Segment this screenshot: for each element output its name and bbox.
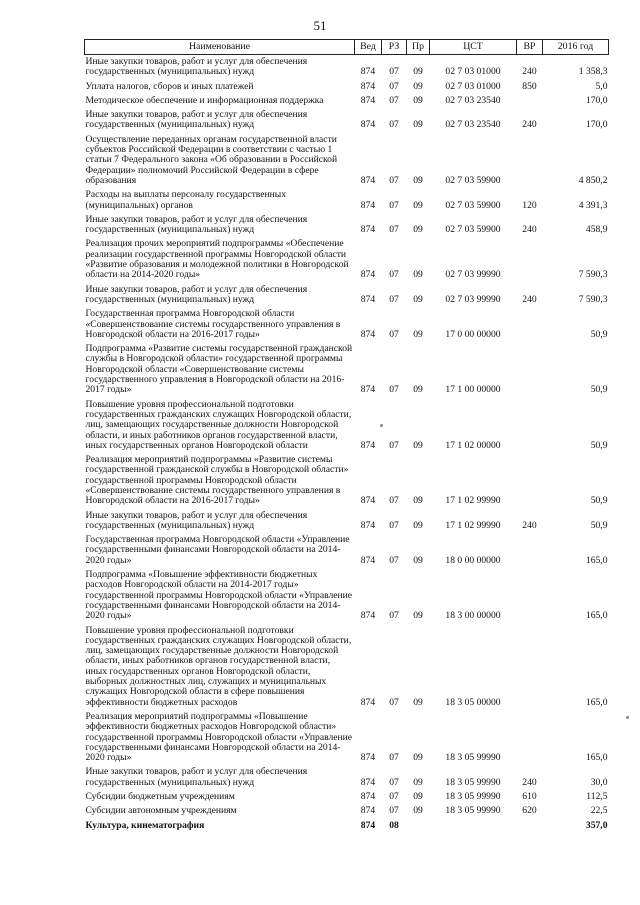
cell-cst: 18 3 05 99990 (445, 805, 501, 817)
header-pr: Пр (407, 40, 430, 55)
table-header-row (85, 40, 609, 55)
cell-pr: 09 (413, 174, 423, 186)
cell-rz: 07 (389, 791, 399, 802)
cell-name: Подпрограмма «Развитие системы государственной гражданской службы в Новгородской области» государственной программы Новгородской области «Совершенствование системы государственного управления в Новгородской области на 2016-2017 годы» (85, 343, 353, 396)
cell-cst: 02 7 03 23540 (445, 94, 501, 106)
table-row (85, 710, 609, 765)
cell-amount: 165,0 (585, 752, 608, 764)
table-row (85, 819, 609, 833)
cell-ved: 874 (360, 819, 376, 831)
cell-amount: 50,9 (590, 328, 608, 340)
cell-amount: 30,0 (590, 776, 608, 788)
budget-table (84, 39, 609, 833)
cell-ved: 874 (360, 554, 376, 566)
cell-ved: 874 (360, 269, 376, 281)
cell-ved: 874 (360, 328, 376, 340)
cell-ved: 874 (360, 80, 376, 92)
table-row (85, 398, 609, 453)
cell-ved: 874 (360, 119, 376, 131)
cell-name: Подпрограмма «Повышение эффективности бюджетных расходов Новгородской области на 2014-2017 годы» государственной программы Новгородской области «Управление государственными финансами Новгородской области на 2014-2020 годы» (85, 569, 353, 622)
table-body (85, 55, 609, 833)
cell-amount: 4 391,3 (578, 199, 608, 211)
cell-pr: 09 (413, 269, 423, 281)
scan-speck (626, 716, 629, 719)
cell-name: Реализация мероприятий подпрограммы «Повышение эффективности бюджетных расходов Новгородской области» государственной программы Новгородской области «Управление государственными финансами Новгородской области на 2014-2020 годы» (85, 710, 353, 764)
cell-name: Субсидии бюджетным учреждениям (85, 791, 235, 802)
table-row (85, 307, 609, 342)
cell-name: Реализация мероприятий подпрограммы «Развитие системы государственной гражданской службы в Новгородской области» государственной программы Новгородской области «Совершенствование системы государственного управления в Новгородской области на 2016-2017 годы» (85, 454, 349, 507)
cell-vr: 240 (522, 224, 537, 236)
cell-name: Иные закупки товаров, работ и услуг для обеспечения государственных (муниципальных) нужд (85, 56, 308, 78)
cell-pr: 09 (413, 805, 423, 817)
cell-name: Уплата налогов, сборов и иных платежей (85, 80, 254, 92)
cell-amount: 50,9 (590, 495, 608, 507)
cell-name: Повышение уровня профессиональной подготовки государственных гражданских служащих Новгородской области, лиц, замещающих государственные должности Новгородской области, и иных работников органов государственной власти, иных государственных органов Новгородской области (85, 398, 352, 451)
cell-pr: 09 (413, 66, 423, 78)
cell-rz: 07 (389, 80, 399, 92)
table-row (85, 283, 609, 308)
header-cst: ЦСТ (430, 40, 517, 55)
cell-pr: 09 (413, 696, 423, 708)
cell-name: Иные закупки товаров, работ и услуг для обеспечения государственных (муниципальных) нужд (85, 109, 308, 131)
cell-rz: 07 (389, 293, 399, 305)
cell-vr: 240 (522, 66, 537, 78)
cell-vr: 240 (522, 119, 537, 131)
cell-amount: 170,0 (585, 94, 608, 106)
cell-cst: 18 3 05 99990 (445, 791, 501, 802)
cell-pr: 09 (413, 224, 423, 236)
cell-pr: 09 (413, 752, 423, 764)
table-row (85, 94, 609, 108)
cell-cst: 17 1 00 00000 (445, 384, 501, 396)
cell-rz: 07 (389, 119, 399, 131)
cell-ved: 874 (360, 174, 376, 186)
cell-pr: 09 (413, 791, 423, 802)
table-row (85, 533, 609, 568)
table-row (85, 790, 609, 804)
cell-amount: 458,9 (585, 224, 608, 236)
cell-cst: 02 7 03 23540 (445, 119, 501, 131)
cell-vr: 620 (522, 805, 537, 817)
cell-vr (517, 624, 543, 710)
table-row (85, 213, 609, 238)
cell-rz: 07 (389, 439, 399, 451)
cell-ved: 874 (360, 610, 376, 622)
cell-pr: 09 (413, 384, 423, 396)
cell-rz: 07 (389, 328, 399, 340)
cell-name: Повышение уровня профессиональной подготовки государственных гражданских служащих Новгородской области, лиц, замещающих государственные должности Новгородской области, иных работников органов государственной власти, иных государственных органов Новгородской области, выборных должностных лиц, служащих и муниципальных служащих Новгородской области в сфере повышения эффективности бюджетных расходов (85, 624, 352, 708)
cell-cst: 02 7 03 59900 (445, 224, 501, 236)
page-number: 51 (313, 18, 327, 33)
cell-ved: 874 (360, 439, 376, 451)
cell-amount: 50,9 (590, 519, 608, 531)
cell-pr: 09 (413, 80, 423, 92)
cell-rz: 07 (389, 174, 399, 186)
cell-pr: 09 (413, 119, 423, 131)
table-row (85, 453, 609, 508)
cell-vr (517, 533, 543, 568)
cell-name: Расходы на выплаты персоналу государственных (муниципальных) органов (85, 189, 287, 211)
cell-ved: 874 (360, 199, 376, 211)
cell-amount: 22,5 (590, 805, 608, 817)
cell-rz: 07 (389, 269, 399, 281)
cell-vr (517, 307, 543, 342)
cell-cst: 02 7 03 99990 (445, 269, 501, 281)
cell-vr (517, 453, 543, 508)
header-year: 2016 год (543, 40, 609, 55)
cell-vr: 240 (522, 776, 537, 788)
cell-name: Иные закупки товаров, работ и услуг для обеспечения государственных (муниципальных) нужд (85, 766, 308, 788)
cell-vr (517, 398, 543, 453)
table-row (85, 108, 609, 133)
cell-amount: 4 850,2 (578, 174, 608, 186)
cell-cst: 18 3 05 99990 (445, 752, 501, 764)
cell-pr: 09 (413, 199, 423, 211)
table-row (85, 568, 609, 623)
cell-cst: 02 7 03 59900 (445, 199, 501, 211)
cell-name: Иные закупки товаров, работ и услуг для обеспечения государственных (муниципальных) нужд (85, 283, 308, 305)
cell-pr: 09 (413, 439, 423, 451)
cell-rz: 07 (389, 610, 399, 622)
cell-rz: 07 (389, 776, 399, 788)
cell-ved: 874 (360, 696, 376, 708)
cell-amount: 357,0 (585, 819, 608, 831)
table-row (85, 188, 609, 213)
cell-amount: 7 590,3 (578, 269, 608, 281)
cell-ved: 874 (360, 66, 376, 78)
cell-amount: 50,9 (590, 384, 608, 396)
cell-vr: 240 (522, 293, 537, 305)
table-row (85, 765, 609, 790)
cell-ved: 874 (360, 519, 376, 531)
cell-cst: 02 7 03 59900 (445, 174, 501, 186)
cell-vr: 120 (522, 199, 537, 211)
table-row (85, 624, 609, 710)
cell-name: Иные закупки товаров, работ и услуг для обеспечения государственных (муниципальных) нужд (85, 509, 308, 531)
cell-amount: 165,0 (585, 696, 608, 708)
cell-rz: 07 (389, 519, 399, 531)
cell-cst: 18 0 00 00000 (445, 554, 501, 566)
cell-rz: 07 (389, 752, 399, 764)
cell-pr: 09 (413, 776, 423, 788)
cell-name: Субсидии автономным учреждениям (85, 805, 237, 817)
cell-ved: 874 (360, 224, 376, 236)
cell-amount: 7 590,3 (578, 293, 608, 305)
cell-cst: 17 1 02 00000 (445, 439, 501, 451)
cell-pr: 09 (413, 554, 423, 566)
header-ved: Вед (355, 40, 382, 55)
cell-name: Иные закупки товаров, работ и услуг для обеспечения государственных (муниципальных) нужд (85, 213, 308, 236)
cell-pr: 09 (413, 328, 423, 340)
cell-pr: 09 (413, 610, 423, 622)
cell-cst: 02 7 03 99990 (445, 293, 501, 305)
cell-rz: 07 (389, 199, 399, 211)
cell-amount: 112,5 (586, 791, 608, 802)
cell-cst: 17 1 02 99990 (445, 519, 501, 531)
cell-ved: 874 (360, 791, 376, 802)
cell-cst: 17 1 02 99990 (445, 495, 501, 507)
cell-rz: 07 (389, 94, 399, 106)
cell-amount: 165,0 (585, 554, 608, 566)
cell-ved: 874 (360, 94, 376, 106)
cell-amount: 50,9 (590, 439, 608, 451)
table-row (85, 237, 609, 282)
cell-vr (517, 710, 543, 765)
header-name: Наименование (85, 40, 355, 55)
cell-rz: 07 (389, 696, 399, 708)
cell-rz: 07 (389, 66, 399, 78)
cell-pr: 09 (413, 293, 423, 305)
cell-rz: 07 (389, 495, 399, 507)
scan-speck (380, 424, 383, 427)
cell-pr: 09 (413, 519, 423, 531)
cell-cst: 18 3 00 00000 (445, 610, 501, 622)
cell-rz: 08 (389, 819, 399, 831)
cell-cst: 18 3 05 00000 (445, 696, 501, 708)
cell-rz: 07 (389, 805, 399, 817)
cell-vr (517, 237, 543, 282)
table-row (85, 55, 609, 80)
cell-vr (517, 568, 543, 623)
header-rz: РЗ (382, 40, 407, 55)
cell-name: Государственная программа Новгородской области «Управление государственными финансами Новгородской области на 2014-2020 годы» (85, 534, 350, 566)
cell-cst (430, 819, 517, 833)
cell-cst: 18 3 05 99990 (445, 776, 501, 788)
cell-pr: 09 (413, 495, 423, 507)
cell-cst: 17 0 00 00000 (445, 328, 501, 340)
cell-ved: 874 (360, 805, 376, 817)
cell-vr (517, 342, 543, 397)
cell-pr (407, 819, 430, 833)
cell-ved: 874 (360, 495, 376, 507)
cell-cst: 02 7 03 01000 (445, 66, 501, 78)
cell-vr: 610 (522, 791, 537, 802)
cell-vr: 240 (522, 519, 537, 531)
cell-vr (517, 819, 543, 833)
cell-name: Методическое обеспечение и информационная поддержка (85, 94, 324, 106)
cell-cst: 02 7 03 01000 (445, 80, 501, 92)
table-row (85, 804, 609, 818)
table-row (85, 342, 609, 397)
header-vr: ВР (517, 40, 543, 55)
cell-vr (517, 133, 543, 188)
table-row (85, 80, 609, 94)
cell-name: Реализация прочих мероприятий подпрограммы «Обеспечение реализации государственной программы Новгородской области «Развитие образования и молодежной политики в Новгородской области на 2014-2020 годы» (85, 238, 349, 281)
cell-amount: 1 358,3 (578, 66, 608, 78)
cell-ved: 874 (360, 384, 376, 396)
cell-name: Государственная программа Новгородской области «Совершенствование системы государственного управления в Новгородской области на 2016-2017 годы» (85, 308, 341, 340)
cell-name: Культура, кинематография (85, 819, 205, 831)
cell-rz: 07 (389, 224, 399, 236)
cell-vr: 850 (522, 80, 537, 92)
table-row (85, 133, 609, 188)
cell-amount: 5,0 (595, 80, 608, 92)
cell-name: Осуществление переданных органам государственной власти субъектов Российской Федерации в соответствии с частью 1 статьи 7 Федерального закона «Об образовании в Российской Федерации» полномочий Российской Федерации в сфере образования (85, 133, 338, 186)
cell-amount: 170,0 (585, 119, 608, 131)
table-row (85, 509, 609, 534)
cell-rz: 07 (389, 384, 399, 396)
cell-amount: 165,0 (585, 610, 608, 622)
cell-rz: 07 (389, 554, 399, 566)
cell-vr (517, 94, 543, 108)
cell-ved: 874 (360, 776, 376, 788)
cell-pr: 09 (413, 94, 423, 106)
cell-ved: 874 (360, 293, 376, 305)
cell-ved: 874 (360, 752, 376, 764)
